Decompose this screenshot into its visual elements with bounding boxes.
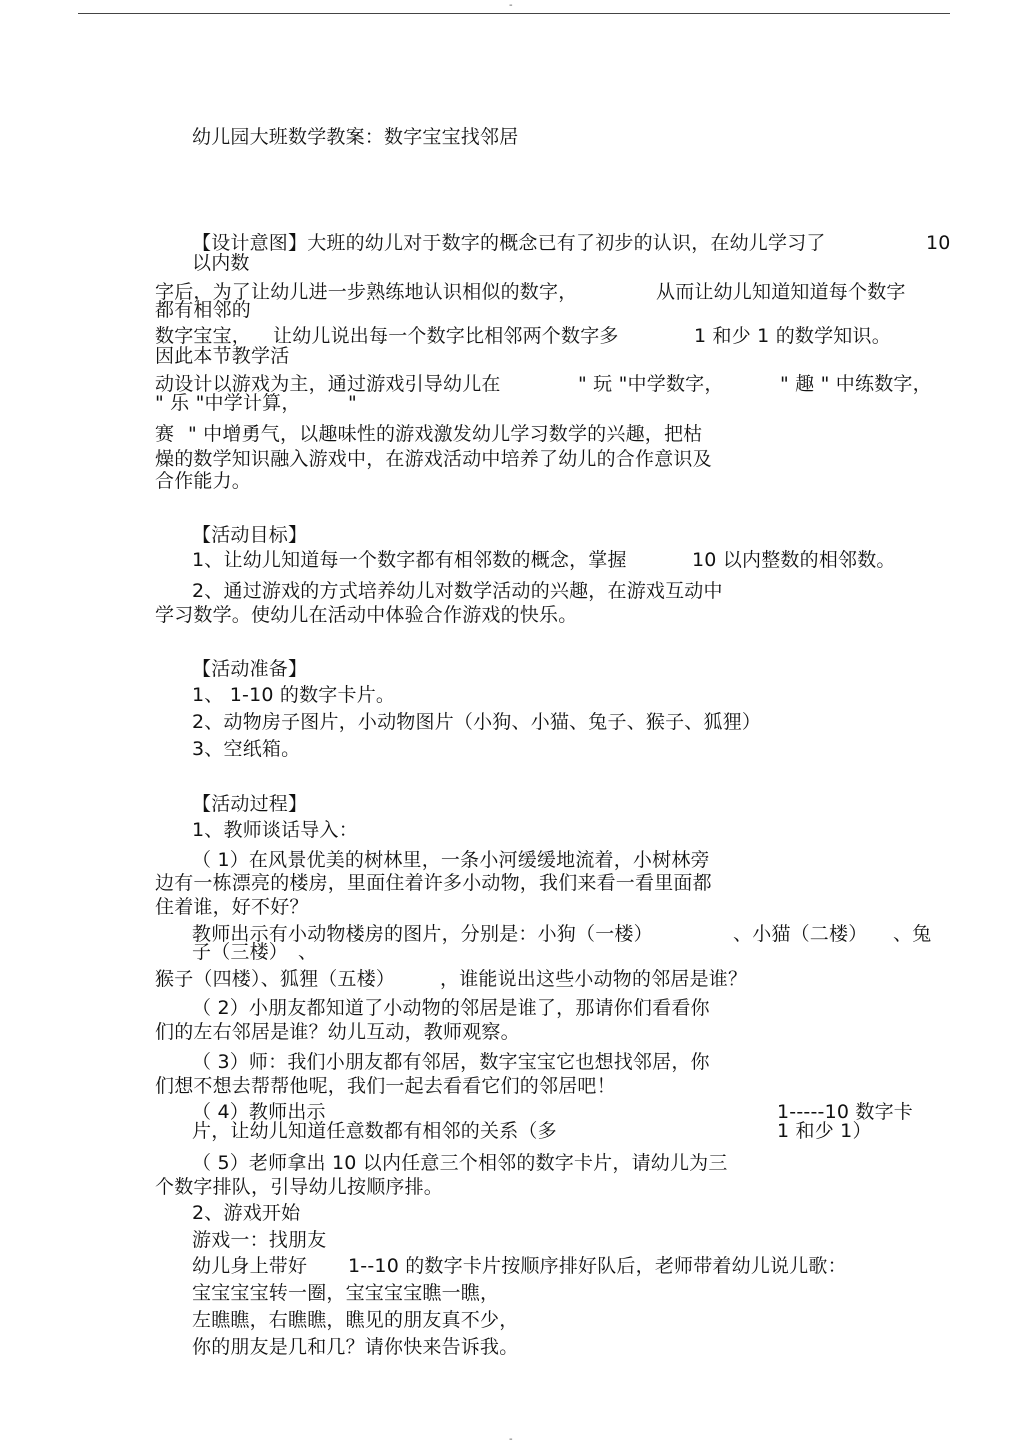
text-line: 从而让幼儿知道知道每个数字 — [656, 281, 906, 303]
text-line: 教师出示有小动物楼房的图片，分别是：小狗（一楼） — [192, 923, 653, 945]
text-line: （ 5）老师拿出 10 以内任意三个相邻的数字卡片，请幼儿为三 — [192, 1152, 728, 1174]
text-line: 让幼儿说出每一个数字比相邻两个数字多 — [273, 325, 619, 347]
text-line: 1-----10 数字卡 — [777, 1101, 913, 1123]
text-line: 2、通过游戏的方式培养幼儿对数学活动的兴趣，在游戏互动中 — [192, 580, 723, 602]
text-line: 幼儿身上带好 — [192, 1255, 308, 1277]
text-line: （ 2）小朋友都知道了小动物的邻居是谁了，那请你们看看你 — [192, 997, 710, 1019]
text-line: 你的朋友是几和几？请你快来告诉我。 — [192, 1336, 519, 1358]
text-line: 游戏一：找朋友 — [192, 1229, 327, 1251]
text-line: 1、 1-10 的数字卡片。 — [192, 684, 396, 706]
text-line: 燥的数学知识融入游戏中，在游戏活动中培养了幼儿的合作意识及 — [155, 448, 712, 470]
text-line: 学习数学。使幼儿在活动中体验合作游戏的快乐。 — [155, 604, 578, 626]
text-line: 合作能力。 — [155, 470, 252, 492]
text-line: 左瞧瞧，右瞧瞧，瞧见的朋友真不少， — [192, 1309, 519, 1331]
text-line: （ 1）在风景优美的树林里，一条小河缓缓地流着，小树林旁 — [192, 849, 710, 871]
text-line: 【设计意图】大班的幼儿对于数字的概念已有了初步的认识，在幼儿学习了 — [192, 232, 826, 254]
text-line: 10 以内整数的相邻数。 — [692, 549, 896, 571]
text-line: " 趣 " 中练数字， — [780, 373, 932, 395]
header-rule — [78, 13, 950, 14]
text-line: 1--10 的数字卡片按顺序排好队后，老师带着幼儿说儿歌： — [348, 1255, 847, 1277]
text-line: 、 — [298, 941, 318, 963]
text-line: （ 4）教师出示 — [192, 1101, 326, 1123]
text-line: 子（三楼） — [192, 941, 289, 963]
text-line: 2、游戏开始 — [192, 1202, 301, 1224]
text-line: " 乐 "中学计算， — [155, 392, 301, 414]
text-line: 、小猫（二楼） — [733, 923, 868, 945]
text-line: 们的左右邻居是谁？幼儿互动，教师观察。 — [155, 1021, 520, 1043]
text-line: 1、让幼儿知道每一个数字都有相邻数的概念，掌握 — [192, 549, 627, 571]
section-heading: 【活动准备】 — [192, 658, 308, 680]
text-line: 因此本节教学活 — [155, 345, 290, 367]
text-line: " 玩 "中学数字， — [578, 373, 724, 395]
section-heading: 【活动目标】 — [192, 524, 308, 546]
text-line: 猴子（四楼）、狐狸（五楼） — [155, 968, 396, 990]
text-line: 以内数 — [192, 252, 250, 274]
text-line: 们想不想去帮帮他呢，我们一起去看看它们的邻居吧！ — [155, 1075, 616, 1097]
footer-mark: - — [509, 1434, 513, 1445]
text-line: " 中增勇气，以趣味性的游戏激发幼儿学习数学的兴趣，把枯 — [188, 423, 703, 445]
text-line: ，谁能说出这些小动物的邻居是谁？ — [440, 968, 748, 990]
text-line: 10 — [926, 232, 951, 254]
text-line: 1、教师谈话导入： — [192, 819, 358, 841]
text-line: 2、动物房子图片，小动物图片（小狗、小猫、兔子、猴子、狐狸） — [192, 711, 762, 733]
text-line: （ 3）师：我们小朋友都有邻居，数字宝宝它也想找邻居，你 — [192, 1051, 710, 1073]
text-line: 个数字排队，引导幼儿按顺序排。 — [155, 1176, 444, 1198]
text-line: 片，让幼儿知道任意数都有相邻的关系（多 — [192, 1120, 557, 1142]
text-line: 边有一栋漂亮的楼房，里面住着许多小动物，我们来看一看里面都 — [155, 872, 712, 894]
text-line: 1 和少 1） — [777, 1120, 872, 1142]
text-line: 住着谁，好不好？ — [155, 896, 309, 918]
text-line: 字后，为了让幼儿进一步熟练地认识相似的数字， — [155, 281, 578, 303]
text-line: 、兔 — [893, 923, 932, 945]
page-title: 幼儿园大班数学教案：数字宝宝找邻居 — [192, 126, 519, 148]
text-line: 宝宝宝宝转一圈，宝宝宝宝瞧一瞧， — [192, 1282, 500, 1304]
text-line: " — [348, 392, 357, 414]
text-line: 1 和少 1 的数学知识。 — [694, 325, 891, 347]
text-line: 赛 — [155, 423, 175, 445]
section-heading: 【活动过程】 — [192, 793, 308, 815]
text-line: 都有相邻的 — [155, 299, 252, 321]
header-mark: - — [509, 0, 513, 11]
text-line: 3、空纸箱。 — [192, 738, 301, 760]
text-line: 动设计以游戏为主，通过游戏引导幼儿在 — [155, 373, 501, 395]
text-line: 数字宝宝， — [155, 325, 252, 347]
